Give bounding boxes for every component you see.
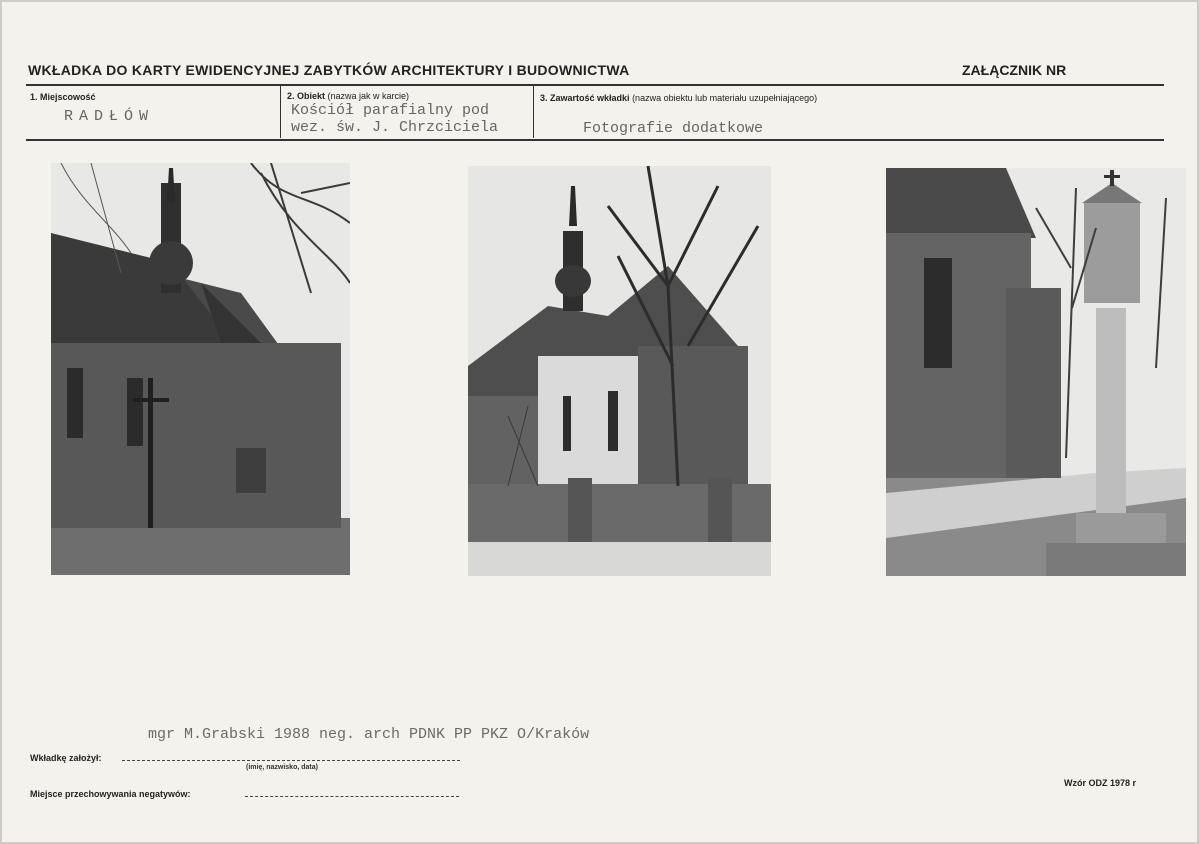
inserted-by-label: Wkładkę założył:	[30, 753, 102, 763]
negatives-storage-line	[245, 796, 459, 797]
content-label	[540, 93, 817, 103]
content-value: Fotografie dodatkowe	[583, 120, 764, 137]
locality-label: 1. Miejscowość	[30, 92, 96, 102]
field-divider-2	[533, 86, 534, 138]
photo-church-fence	[468, 166, 771, 576]
locality-value: RADŁÓW	[64, 108, 155, 125]
inserted-by-line	[122, 760, 460, 761]
annex-number-label: ZAŁĄCZNIK NR	[962, 62, 1067, 78]
field-divider-1	[280, 86, 281, 138]
content-label-main: 3. Zawartość wkładki	[540, 93, 630, 103]
header-bottom-rule	[26, 139, 1164, 141]
photo-church-side	[51, 163, 350, 575]
negatives-storage-label: Miejsce przechowywania negatywów:	[30, 789, 191, 799]
inserted-by-hint: (imię, nazwisko, data)	[246, 764, 318, 771]
object-value-line1: Kościół parafialny pod	[291, 102, 490, 119]
content-label-hint: (nazwa obiektu lub materiału uzupełniającego)	[632, 93, 818, 103]
header-top-rule	[26, 84, 1164, 86]
photo-wayside-shrine	[886, 168, 1186, 576]
author-note: mgr M.Grabski 1988 neg. arch PDNK PP PKZ O/Kraków	[148, 726, 590, 743]
sheet-title: WKŁADKA DO KARTY EWIDENCYJNEJ ZABYTKÓW ARCHITEKTURY I BUDOWNICTWA	[28, 62, 630, 78]
object-label-main: 2. Obiekt	[287, 91, 326, 101]
object-label-hint: (nazwa jak w karcie)	[327, 91, 410, 101]
object-value-line2: wez. św. J. Chrzciciela	[291, 119, 499, 136]
form-id: Wzór ODZ 1978 r	[1064, 778, 1137, 788]
object-label	[287, 91, 409, 101]
